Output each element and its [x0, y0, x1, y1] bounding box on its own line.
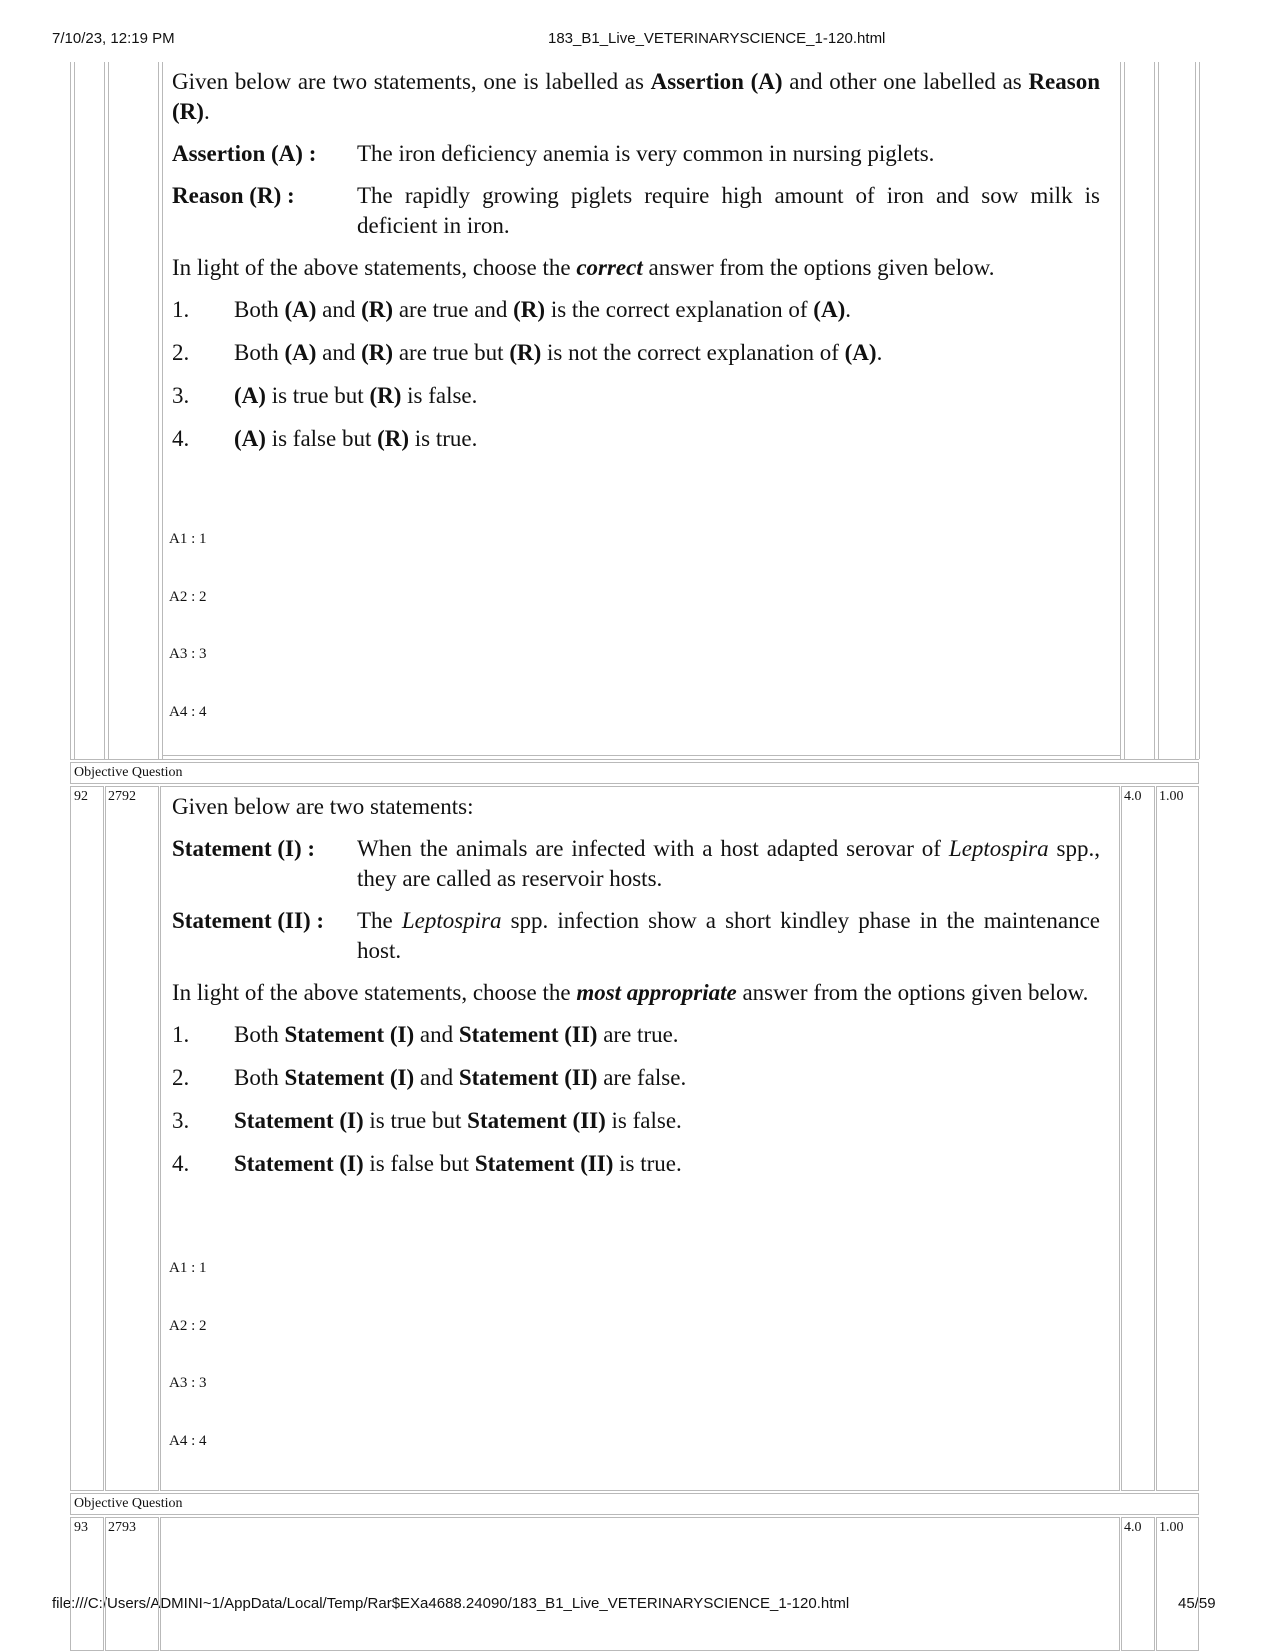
q92-type-row — [70, 762, 1199, 784]
q93-type-row — [70, 1493, 1199, 1515]
q91-intro: Given below are two statements, one is labelled as Assertion (A) and other one labelled as Reason (R). — [172, 69, 1100, 124]
q92-question-body — [172, 792, 1100, 1192]
q92-option-3: 3. Statement (I) is true but Statement (II) is false. — [172, 1108, 682, 1133]
q92-negative-marks: 1.00 — [1159, 789, 1184, 804]
print-page-number: 45/59 — [1178, 1595, 1216, 1612]
print-filename: 183_B1_Live_VETERINARYSCIENCE_1-120.html — [548, 30, 886, 47]
q92-answer-1: A1 : 1 — [169, 1260, 207, 1276]
q93-type-label: Objective Question — [74, 1496, 183, 1511]
q91-answer-3: A3 : 3 — [169, 646, 207, 662]
q92-type-label: Objective Question — [74, 765, 183, 780]
q91-option-3: 3. (A) is true but (R) is false. — [172, 383, 478, 408]
q92-marks: 4.0 — [1124, 789, 1142, 804]
q92-serial-number: 92 — [74, 789, 88, 804]
q91-answer-4: A4 : 4 — [169, 704, 207, 720]
q93-question-id: 2793 — [108, 1520, 136, 1535]
q92-option-1: 1. Both Statement (I) and Statement (II) are true. — [172, 1022, 679, 1047]
q91-assertion: Assertion (A) : The iron deficiency anemia is very common in nursing piglets. — [172, 141, 935, 166]
print-datetime: 7/10/23, 12:19 PM — [52, 30, 175, 47]
q92-statement-2: Statement (II) : The Leptospira spp. infection show a short kindley phase in the maintenance host. — [172, 908, 1100, 963]
q92-intro: Given below are two statements: — [172, 794, 474, 819]
q91-instruction: In light of the above statements, choose the correct answer from the options given below. — [172, 255, 995, 280]
q93-negative-marks: 1.00 — [1159, 1520, 1184, 1535]
q91-option-1: 1. Both (A) and (R) are true and (R) is the correct explanation of (A). — [172, 297, 851, 322]
q92-statement-1: Statement (I) : When the animals are infected with a host adapted serovar of Leptospira spp., they are called as reservoir hosts. — [172, 836, 1101, 891]
q91-reason: Reason (R) : The rapidly growing piglets require high amount of iron and sow milk is deficient in iron. — [172, 183, 1100, 238]
print-file-path: file:///C:/Users/ADMINI~1/AppData/Local/Temp/Rar$EXa4688.24090/183_B1_Live_VETERINARYSCIENCE_1-120.html — [52, 1595, 850, 1612]
q91-answer-1: A1 : 1 — [169, 531, 207, 547]
q91-question-body — [172, 67, 1100, 467]
q92-answer-2: A2 : 2 — [169, 1318, 207, 1334]
q91-option-2: 2. Both (A) and (R) are true but (R) is not the correct explanation of (A). — [172, 340, 883, 365]
q91-answer-2: A2 : 2 — [169, 589, 207, 605]
q92-answer-3: A3 : 3 — [169, 1375, 207, 1391]
q91-option-4: 4. (A) is false but (R) is true. — [172, 426, 478, 451]
q92-question-id: 2792 — [108, 789, 136, 804]
q92-answer-4: A4 : 4 — [169, 1433, 207, 1449]
q92-instruction: In light of the above statements, choose the most appropriate answer from the options given below. — [172, 980, 1089, 1005]
q93-serial-number: 93 — [74, 1520, 88, 1535]
q92-option-2: 2. Both Statement (I) and Statement (II) are false. — [172, 1065, 687, 1090]
q93-marks: 4.0 — [1124, 1520, 1142, 1535]
q92-option-4: 4. Statement (I) is false but Statement (II) is true. — [172, 1151, 682, 1176]
